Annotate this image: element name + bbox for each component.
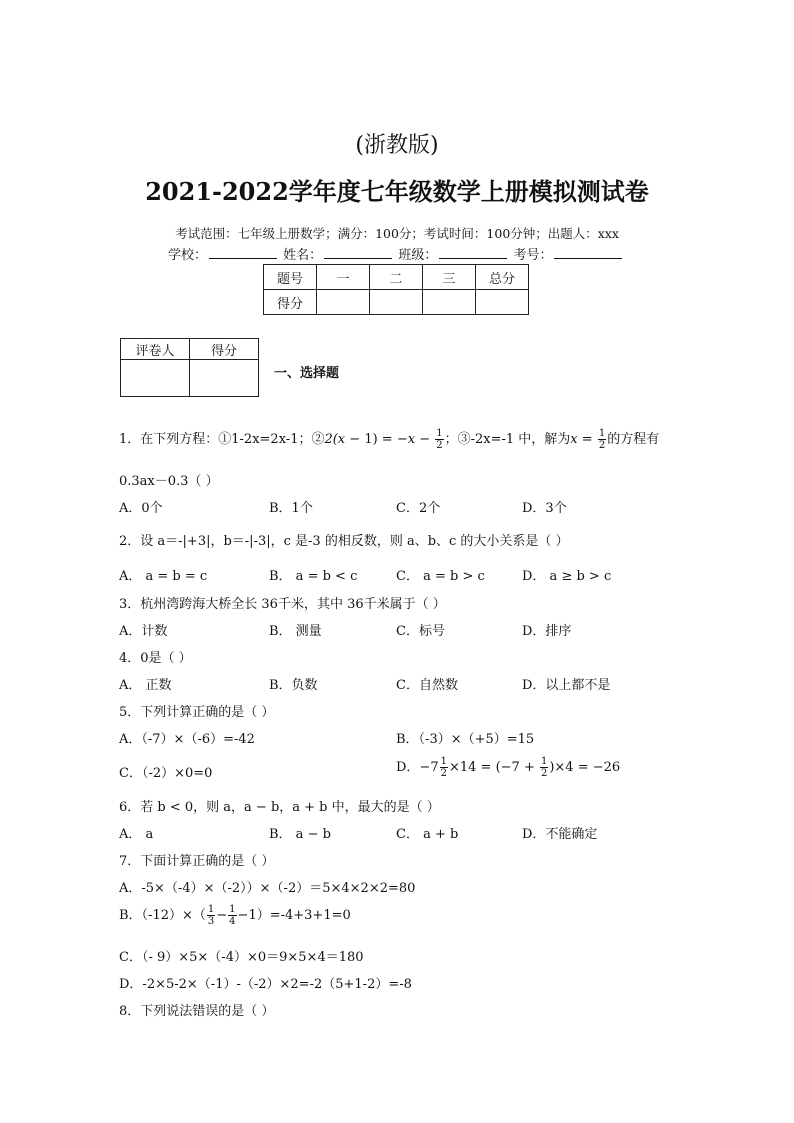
question-5-option-d-label: D． — [396, 760, 420, 775]
question-1-text-a: 1．在下列方程：①1-2x=2x-1；② — [119, 432, 325, 447]
question-1-text-c: 的方程有 — [607, 432, 660, 447]
student-info-row — [168, 244, 624, 263]
question-6-option-d[interactable]: D．不能确定 — [522, 827, 598, 842]
score-row-label: 得分 — [264, 290, 317, 315]
score-header-cell: 题号 — [264, 265, 317, 290]
question-5-option-a[interactable]: A．（-7）×（-6）=-42 — [119, 732, 255, 747]
question-3-stem: 3．杭州湾跨海大桥全长 36千米，其中 36千米属于（ ） — [119, 597, 446, 612]
question-7-option-b[interactable]: B．（-12）×（ $\frac{1}{3}$ − $\frac{1}{4}$ −1）=-4+3+1=0 — [119, 904, 351, 927]
exam-info: 考试范围：七年级上册数学；满分：100分；考试时间：100分钟；出题人：xxx — [175, 226, 619, 241]
question-6-option-c[interactable]: C． a + b — [396, 827, 459, 842]
question-7-stem: 7．下面计算正确的是（ ） — [119, 854, 275, 869]
grader-header-cell: 评卷人 — [121, 339, 190, 360]
question-4-option-d[interactable]: D．以上都不是 — [522, 678, 611, 693]
question-4-stem: 4．0是（ ） — [119, 651, 192, 666]
fraction-one-quarter: $\frac{1}{4}$ — [229, 904, 236, 927]
question-1-option-b[interactable]: B．1个 — [269, 501, 313, 516]
question-4-option-b[interactable]: B．负数 — [269, 678, 318, 693]
score-cell[interactable] — [370, 290, 423, 315]
question-6-option-a[interactable]: A． a — [119, 827, 154, 842]
question-7-option-d[interactable]: D．-2×5-2×（-1）-（-2）×2=-2（5+1-2）=-8 — [119, 977, 412, 992]
name-label: 姓名： — [283, 248, 323, 263]
question-2-option-a[interactable]: A． a = b = c — [119, 569, 208, 584]
grader-table — [120, 338, 259, 397]
question-1-stem — [119, 428, 659, 451]
question-4-option-c[interactable]: C．自然数 — [396, 678, 458, 693]
question-3-option-b[interactable]: B． 测量 — [269, 624, 322, 639]
question-1-option-a[interactable]: A．0个 — [119, 501, 163, 516]
name-field[interactable] — [324, 245, 392, 259]
fraction-one-third: $\frac{1}{3}$ — [207, 904, 215, 927]
question-2-option-d[interactable]: D． a ≥ b > c — [522, 569, 612, 584]
question-7-option-c[interactable]: C．（- 9）×5×（-4）×0＝9×5×4＝180 — [119, 950, 364, 965]
school-field[interactable] — [209, 245, 277, 259]
question-7-option-a[interactable]: A．-5×（-4）×（-2））×（-2）＝5×4×2×2=80 — [119, 881, 416, 896]
question-1-text-b: ；③-2x=-1 中，解为 — [444, 432, 571, 447]
class-field[interactable] — [439, 245, 507, 259]
class-label: 班级： — [398, 248, 438, 263]
question-3-option-d[interactable]: D．排序 — [522, 624, 572, 639]
question-1-option-d[interactable]: D．3个 — [522, 501, 567, 516]
question-8-stem: 8．下列说法错误的是（ ） — [119, 1004, 275, 1019]
question-1-line2: 0.3ax－0.3（ ） — [119, 474, 219, 489]
school-label: 学校： — [168, 248, 208, 263]
question-6-stem: 6．若 b < 0，则 a，a − b，a + b 中，最大的是（ ） — [119, 800, 440, 815]
grader-cell[interactable] — [190, 360, 259, 397]
question-5-option-b[interactable]: B．（-3）×（+5）=15 — [396, 732, 535, 747]
question-3-option-a[interactable]: A．计数 — [119, 624, 168, 639]
question-6-option-b[interactable]: B． a − b — [269, 827, 331, 842]
section-title: 一、选择题 — [274, 366, 340, 381]
question-7-option-b-tail: −1）=-4+3+1=0 — [237, 908, 351, 923]
solution-expression: x = $\frac{1}{2}$ — [570, 428, 606, 451]
score-table — [263, 264, 529, 315]
score-header-cell: 一 — [317, 265, 370, 290]
question-5-option-d[interactable] — [396, 756, 620, 779]
question-5-stem: 5．下列计算正确的是（ ） — [119, 705, 275, 720]
grader-header-cell: 得分 — [190, 339, 259, 360]
question-3-option-c[interactable]: C．标号 — [396, 624, 445, 639]
question-4-option-a[interactable]: A． 正数 — [119, 678, 172, 693]
score-header-cell: 总分 — [476, 265, 529, 290]
exam-number-label: 考号： — [513, 248, 553, 263]
question-5-option-c[interactable]: C．（-2）×0=0 — [119, 766, 213, 781]
grader-cell[interactable] — [121, 360, 190, 397]
question-2-option-b[interactable]: B． a = b < c — [269, 569, 358, 584]
exam-number-field[interactable] — [554, 245, 622, 259]
edition-label: (浙教版) — [355, 133, 439, 158]
equation-2: 2(x − 1) = −x − $\frac{1}{2}$ — [324, 428, 443, 451]
question-1-option-c[interactable]: C．2个 — [396, 501, 441, 516]
question-2-stem: 2．设 a＝-|+3|，b＝-|-3|，c 是-3 的相反数，则 a、b、c 的大小关系是（ ） — [119, 534, 569, 549]
score-header-cell: 三 — [423, 265, 476, 290]
score-header-cell: 二 — [370, 265, 423, 290]
option-d-expression: −7 $\frac{1}{2}$ ×14 = (−7 + $\frac{1}{2}$ )×4 = −26 — [419, 756, 621, 779]
question-2-option-c[interactable]: C． a = b > c — [396, 569, 485, 584]
exam-title: 2021-2022学年度七年级数学上册模拟测试卷 — [145, 177, 649, 206]
score-cell[interactable] — [476, 290, 529, 315]
score-cell[interactable] — [317, 290, 370, 315]
score-cell[interactable] — [423, 290, 476, 315]
question-7-option-b-head: B．（-12）×（ — [119, 908, 206, 923]
